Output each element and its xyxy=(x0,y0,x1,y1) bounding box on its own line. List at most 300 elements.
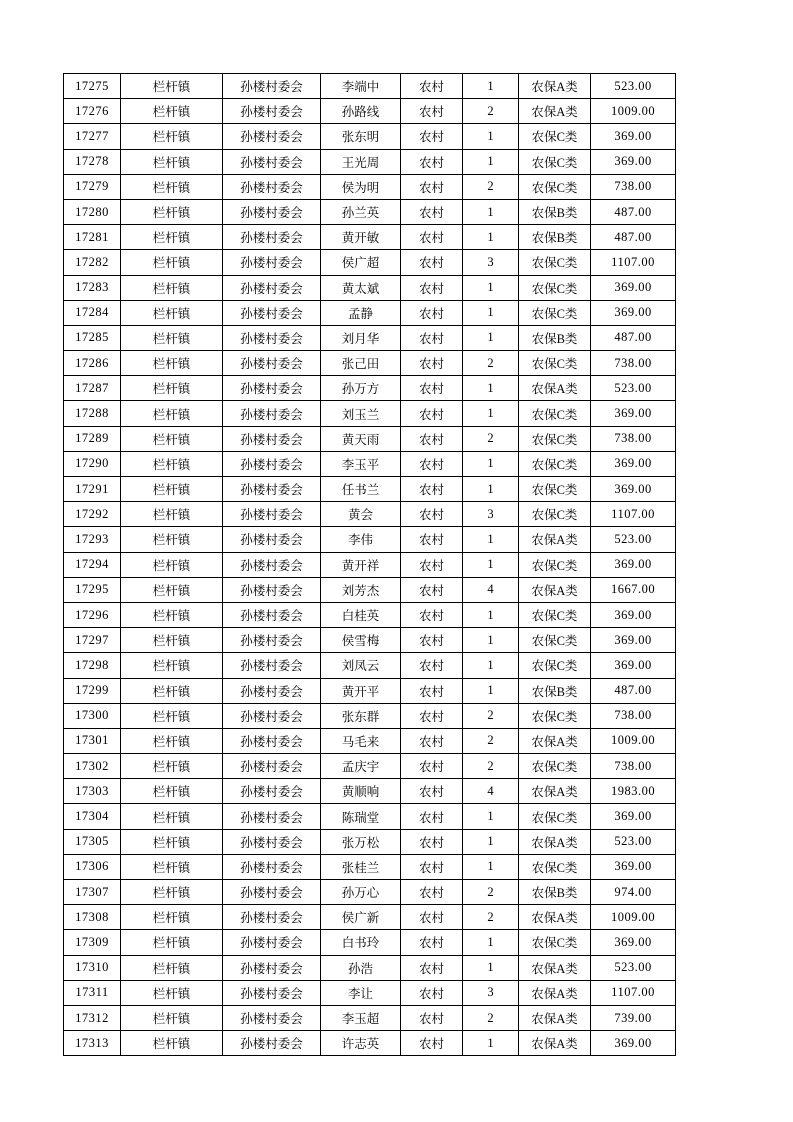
table-cell-person_count: 1 xyxy=(463,602,519,627)
table-cell-serial_no: 17284 xyxy=(64,300,121,325)
table-row xyxy=(64,930,676,955)
table-cell-person_name: 任书兰 xyxy=(321,477,401,502)
table-cell-insurance_category: 农保A类 xyxy=(519,728,591,753)
table-cell-person_name: 侯广超 xyxy=(321,250,401,275)
table-cell-insurance_category: 农保C类 xyxy=(519,351,591,376)
document-page xyxy=(63,73,676,1056)
table-cell-insurance_category: 农保C类 xyxy=(519,477,591,502)
table-cell-village_committee: 孙楼村委会 xyxy=(223,149,321,174)
table-cell-person_name: 黄天雨 xyxy=(321,426,401,451)
table-cell-serial_no: 17277 xyxy=(64,124,121,149)
table-cell-person_name: 张万松 xyxy=(321,829,401,854)
table-cell-amount: 1009.00 xyxy=(591,99,676,124)
table-cell-residence_type: 农村 xyxy=(401,905,463,930)
table-cell-village_committee: 孙楼村委会 xyxy=(223,275,321,300)
table-cell-person_count: 2 xyxy=(463,905,519,930)
table-cell-serial_no: 17291 xyxy=(64,477,121,502)
table-cell-insurance_category: 农保A类 xyxy=(519,1005,591,1030)
table-cell-town: 栏杆镇 xyxy=(121,829,223,854)
table-cell-serial_no: 17282 xyxy=(64,250,121,275)
table-cell-person_count: 2 xyxy=(463,703,519,728)
table-cell-residence_type: 农村 xyxy=(401,527,463,552)
table-cell-person_name: 孙万方 xyxy=(321,376,401,401)
table-cell-amount: 1107.00 xyxy=(591,980,676,1005)
table-cell-serial_no: 17287 xyxy=(64,376,121,401)
table-row xyxy=(64,527,676,552)
table-cell-serial_no: 17280 xyxy=(64,199,121,224)
table-row xyxy=(64,980,676,1005)
table-cell-village_committee: 孙楼村委会 xyxy=(223,225,321,250)
table-cell-person_name: 黄顺响 xyxy=(321,779,401,804)
table-row xyxy=(64,199,676,224)
table-cell-insurance_category: 农保A类 xyxy=(519,527,591,552)
table-cell-town: 栏杆镇 xyxy=(121,99,223,124)
table-cell-residence_type: 农村 xyxy=(401,74,463,99)
table-cell-person_count: 2 xyxy=(463,426,519,451)
table-cell-residence_type: 农村 xyxy=(401,1031,463,1056)
table-cell-person_count: 1 xyxy=(463,300,519,325)
table-cell-serial_no: 17281 xyxy=(64,225,121,250)
table-cell-person_count: 3 xyxy=(463,502,519,527)
table-cell-serial_no: 17295 xyxy=(64,577,121,602)
table-cell-residence_type: 农村 xyxy=(401,99,463,124)
table-cell-insurance_category: 农保C类 xyxy=(519,174,591,199)
table-cell-town: 栏杆镇 xyxy=(121,955,223,980)
table-cell-insurance_category: 农保A类 xyxy=(519,955,591,980)
table-cell-town: 栏杆镇 xyxy=(121,804,223,829)
table-cell-village_committee: 孙楼村委会 xyxy=(223,628,321,653)
table-cell-amount: 369.00 xyxy=(591,1031,676,1056)
table-cell-village_committee: 孙楼村委会 xyxy=(223,502,321,527)
table-cell-residence_type: 农村 xyxy=(401,829,463,854)
table-cell-amount: 369.00 xyxy=(591,628,676,653)
benefits-register-table xyxy=(63,73,676,1056)
table-cell-residence_type: 农村 xyxy=(401,149,463,174)
table-cell-town: 栏杆镇 xyxy=(121,275,223,300)
table-cell-serial_no: 17276 xyxy=(64,99,121,124)
table-row xyxy=(64,275,676,300)
table-cell-person_count: 4 xyxy=(463,779,519,804)
table-cell-serial_no: 17307 xyxy=(64,880,121,905)
table-cell-residence_type: 农村 xyxy=(401,930,463,955)
table-cell-village_committee: 孙楼村委会 xyxy=(223,199,321,224)
table-cell-person_count: 1 xyxy=(463,451,519,476)
table-cell-village_committee: 孙楼村委会 xyxy=(223,74,321,99)
table-cell-insurance_category: 农保B类 xyxy=(519,880,591,905)
table-cell-town: 栏杆镇 xyxy=(121,653,223,678)
table-cell-amount: 487.00 xyxy=(591,325,676,350)
table-row xyxy=(64,779,676,804)
table-cell-residence_type: 农村 xyxy=(401,401,463,426)
table-cell-person_name: 黄太斌 xyxy=(321,275,401,300)
table-cell-person_name: 白书玲 xyxy=(321,930,401,955)
table-cell-town: 栏杆镇 xyxy=(121,225,223,250)
table-row xyxy=(64,502,676,527)
table-cell-amount: 369.00 xyxy=(591,930,676,955)
table-cell-insurance_category: 农保C类 xyxy=(519,149,591,174)
table-cell-village_committee: 孙楼村委会 xyxy=(223,930,321,955)
table-cell-person_count: 1 xyxy=(463,199,519,224)
table-cell-insurance_category: 农保A类 xyxy=(519,980,591,1005)
table-cell-person_name: 孙浩 xyxy=(321,955,401,980)
table-cell-village_committee: 孙楼村委会 xyxy=(223,300,321,325)
table-cell-town: 栏杆镇 xyxy=(121,1005,223,1030)
table-cell-insurance_category: 农保B类 xyxy=(519,678,591,703)
table-cell-insurance_category: 农保C类 xyxy=(519,754,591,779)
table-row xyxy=(64,99,676,124)
table-cell-residence_type: 农村 xyxy=(401,653,463,678)
table-cell-town: 栏杆镇 xyxy=(121,124,223,149)
table-cell-town: 栏杆镇 xyxy=(121,602,223,627)
table-cell-residence_type: 农村 xyxy=(401,577,463,602)
table-cell-amount: 487.00 xyxy=(591,678,676,703)
table-cell-person_name: 黄开平 xyxy=(321,678,401,703)
table-cell-amount: 523.00 xyxy=(591,829,676,854)
table-cell-residence_type: 农村 xyxy=(401,703,463,728)
table-cell-serial_no: 17309 xyxy=(64,930,121,955)
table-cell-amount: 974.00 xyxy=(591,880,676,905)
table-cell-person_name: 张己田 xyxy=(321,351,401,376)
table-row xyxy=(64,174,676,199)
table-cell-amount: 369.00 xyxy=(591,602,676,627)
table-cell-person_name: 陈瑞堂 xyxy=(321,804,401,829)
table-cell-person_name: 张东群 xyxy=(321,703,401,728)
table-cell-serial_no: 17288 xyxy=(64,401,121,426)
table-cell-amount: 369.00 xyxy=(591,275,676,300)
table-cell-insurance_category: 农保C类 xyxy=(519,552,591,577)
table-cell-town: 栏杆镇 xyxy=(121,149,223,174)
table-cell-insurance_category: 农保C类 xyxy=(519,502,591,527)
table-cell-village_committee: 孙楼村委会 xyxy=(223,905,321,930)
table-cell-person_name: 张桂兰 xyxy=(321,854,401,879)
table-row xyxy=(64,451,676,476)
table-row xyxy=(64,602,676,627)
table-cell-serial_no: 17286 xyxy=(64,351,121,376)
table-cell-amount: 487.00 xyxy=(591,225,676,250)
table-cell-insurance_category: 农保C类 xyxy=(519,401,591,426)
table-row xyxy=(64,426,676,451)
table-row xyxy=(64,804,676,829)
table-cell-person_count: 1 xyxy=(463,930,519,955)
table-cell-person_name: 王光周 xyxy=(321,149,401,174)
table-cell-serial_no: 17312 xyxy=(64,1005,121,1030)
table-cell-amount: 1667.00 xyxy=(591,577,676,602)
table-cell-insurance_category: 农保A类 xyxy=(519,376,591,401)
table-cell-amount: 738.00 xyxy=(591,703,676,728)
table-cell-person_name: 李让 xyxy=(321,980,401,1005)
table-cell-person_count: 1 xyxy=(463,225,519,250)
table-cell-person_name: 李伟 xyxy=(321,527,401,552)
table-row xyxy=(64,854,676,879)
table-cell-serial_no: 17289 xyxy=(64,426,121,451)
table-cell-serial_no: 17302 xyxy=(64,754,121,779)
table-cell-person_name: 张东明 xyxy=(321,124,401,149)
table-cell-village_committee: 孙楼村委会 xyxy=(223,577,321,602)
table-cell-person_count: 2 xyxy=(463,1005,519,1030)
table-cell-person_count: 1 xyxy=(463,804,519,829)
table-row xyxy=(64,703,676,728)
table-row xyxy=(64,225,676,250)
table-cell-town: 栏杆镇 xyxy=(121,451,223,476)
table-cell-amount: 738.00 xyxy=(591,426,676,451)
table-cell-amount: 1009.00 xyxy=(591,728,676,753)
table-cell-insurance_category: 农保A类 xyxy=(519,1031,591,1056)
table-row xyxy=(64,1005,676,1030)
table-cell-person_name: 刘芳杰 xyxy=(321,577,401,602)
table-cell-town: 栏杆镇 xyxy=(121,754,223,779)
table-cell-village_committee: 孙楼村委会 xyxy=(223,854,321,879)
table-cell-person_count: 1 xyxy=(463,149,519,174)
table-cell-village_committee: 孙楼村委会 xyxy=(223,829,321,854)
table-cell-serial_no: 17278 xyxy=(64,149,121,174)
table-cell-insurance_category: 农保C类 xyxy=(519,250,591,275)
table-cell-residence_type: 农村 xyxy=(401,300,463,325)
table-cell-residence_type: 农村 xyxy=(401,678,463,703)
table-cell-person_count: 2 xyxy=(463,174,519,199)
table-row xyxy=(64,905,676,930)
table-cell-amount: 369.00 xyxy=(591,401,676,426)
table-cell-amount: 738.00 xyxy=(591,754,676,779)
table-cell-amount: 369.00 xyxy=(591,804,676,829)
table-cell-village_committee: 孙楼村委会 xyxy=(223,779,321,804)
table-cell-amount: 369.00 xyxy=(591,451,676,476)
table-cell-insurance_category: 农保A类 xyxy=(519,577,591,602)
table-cell-insurance_category: 农保B类 xyxy=(519,225,591,250)
table-cell-person_count: 1 xyxy=(463,376,519,401)
table-cell-town: 栏杆镇 xyxy=(121,199,223,224)
table-cell-village_committee: 孙楼村委会 xyxy=(223,477,321,502)
table-row xyxy=(64,829,676,854)
table-cell-serial_no: 17303 xyxy=(64,779,121,804)
table-cell-village_committee: 孙楼村委会 xyxy=(223,880,321,905)
table-cell-person_count: 2 xyxy=(463,99,519,124)
table-cell-serial_no: 17310 xyxy=(64,955,121,980)
table-cell-village_committee: 孙楼村委会 xyxy=(223,426,321,451)
table-row xyxy=(64,653,676,678)
table-cell-town: 栏杆镇 xyxy=(121,980,223,1005)
table-cell-serial_no: 17283 xyxy=(64,275,121,300)
table-row xyxy=(64,250,676,275)
table-cell-insurance_category: 农保C类 xyxy=(519,602,591,627)
table-cell-person_count: 1 xyxy=(463,854,519,879)
table-cell-serial_no: 17285 xyxy=(64,325,121,350)
table-cell-residence_type: 农村 xyxy=(401,174,463,199)
table-cell-person_name: 李端中 xyxy=(321,74,401,99)
table-cell-amount: 369.00 xyxy=(591,653,676,678)
table-cell-village_committee: 孙楼村委会 xyxy=(223,527,321,552)
table-cell-person_name: 刘凤云 xyxy=(321,653,401,678)
table-cell-amount: 738.00 xyxy=(591,351,676,376)
table-cell-amount: 369.00 xyxy=(591,124,676,149)
table-cell-village_committee: 孙楼村委会 xyxy=(223,325,321,350)
table-cell-insurance_category: 农保C类 xyxy=(519,426,591,451)
table-cell-town: 栏杆镇 xyxy=(121,552,223,577)
table-cell-village_committee: 孙楼村委会 xyxy=(223,351,321,376)
table-cell-town: 栏杆镇 xyxy=(121,854,223,879)
table-cell-residence_type: 农村 xyxy=(401,754,463,779)
table-row xyxy=(64,124,676,149)
table-cell-person_name: 刘玉兰 xyxy=(321,401,401,426)
table-cell-village_committee: 孙楼村委会 xyxy=(223,250,321,275)
table-cell-serial_no: 17305 xyxy=(64,829,121,854)
table-cell-village_committee: 孙楼村委会 xyxy=(223,1005,321,1030)
table-cell-amount: 1107.00 xyxy=(591,502,676,527)
table-cell-residence_type: 农村 xyxy=(401,955,463,980)
table-cell-amount: 369.00 xyxy=(591,552,676,577)
table-cell-residence_type: 农村 xyxy=(401,502,463,527)
table-cell-residence_type: 农村 xyxy=(401,225,463,250)
table-cell-person_name: 李玉平 xyxy=(321,451,401,476)
table-cell-person_count: 1 xyxy=(463,527,519,552)
table-cell-village_committee: 孙楼村委会 xyxy=(223,401,321,426)
table-cell-insurance_category: 农保C类 xyxy=(519,300,591,325)
table-cell-serial_no: 17275 xyxy=(64,74,121,99)
table-cell-person_name: 侯广新 xyxy=(321,905,401,930)
table-cell-village_committee: 孙楼村委会 xyxy=(223,552,321,577)
table-cell-serial_no: 17306 xyxy=(64,854,121,879)
table-cell-town: 栏杆镇 xyxy=(121,678,223,703)
table-cell-insurance_category: 农保C类 xyxy=(519,275,591,300)
table-cell-insurance_category: 农保C类 xyxy=(519,653,591,678)
table-cell-village_committee: 孙楼村委会 xyxy=(223,678,321,703)
table-cell-town: 栏杆镇 xyxy=(121,300,223,325)
table-cell-person_count: 1 xyxy=(463,955,519,980)
table-cell-person_name: 孙万心 xyxy=(321,880,401,905)
table-row xyxy=(64,552,676,577)
table-cell-residence_type: 农村 xyxy=(401,854,463,879)
table-cell-town: 栏杆镇 xyxy=(121,477,223,502)
table-cell-insurance_category: 农保C类 xyxy=(519,930,591,955)
table-cell-town: 栏杆镇 xyxy=(121,880,223,905)
table-cell-amount: 739.00 xyxy=(591,1005,676,1030)
table-cell-person_count: 1 xyxy=(463,401,519,426)
table-cell-person_count: 1 xyxy=(463,653,519,678)
table-cell-person_name: 李玉超 xyxy=(321,1005,401,1030)
table-cell-residence_type: 农村 xyxy=(401,124,463,149)
table-cell-serial_no: 17297 xyxy=(64,628,121,653)
table-cell-town: 栏杆镇 xyxy=(121,325,223,350)
table-cell-residence_type: 农村 xyxy=(401,351,463,376)
table-cell-person_name: 黄会 xyxy=(321,502,401,527)
table-row xyxy=(64,401,676,426)
table-cell-serial_no: 17290 xyxy=(64,451,121,476)
table-cell-amount: 369.00 xyxy=(591,300,676,325)
table-cell-town: 栏杆镇 xyxy=(121,628,223,653)
table-cell-town: 栏杆镇 xyxy=(121,250,223,275)
table-cell-amount: 369.00 xyxy=(591,854,676,879)
table-cell-residence_type: 农村 xyxy=(401,1005,463,1030)
table-cell-person_name: 侯为明 xyxy=(321,174,401,199)
table-cell-residence_type: 农村 xyxy=(401,980,463,1005)
table-cell-person_name: 孟静 xyxy=(321,300,401,325)
table-cell-person_name: 刘月华 xyxy=(321,325,401,350)
table-cell-person_count: 1 xyxy=(463,678,519,703)
table-cell-person_count: 1 xyxy=(463,628,519,653)
table-cell-person_count: 2 xyxy=(463,351,519,376)
table-cell-person_count: 1 xyxy=(463,477,519,502)
table-cell-town: 栏杆镇 xyxy=(121,703,223,728)
table-cell-person_count: 2 xyxy=(463,880,519,905)
table-cell-amount: 523.00 xyxy=(591,376,676,401)
table-cell-person_name: 白桂英 xyxy=(321,602,401,627)
table-cell-residence_type: 农村 xyxy=(401,199,463,224)
table-cell-town: 栏杆镇 xyxy=(121,426,223,451)
table-row xyxy=(64,577,676,602)
table-cell-person_name: 孙路线 xyxy=(321,99,401,124)
table-row xyxy=(64,955,676,980)
table-row xyxy=(64,1031,676,1056)
table-cell-person_count: 3 xyxy=(463,250,519,275)
table-row xyxy=(64,628,676,653)
table-cell-residence_type: 农村 xyxy=(401,376,463,401)
table-cell-residence_type: 农村 xyxy=(401,728,463,753)
table-cell-person_count: 1 xyxy=(463,1031,519,1056)
table-cell-insurance_category: 农保A类 xyxy=(519,905,591,930)
table-cell-person_count: 1 xyxy=(463,552,519,577)
table-cell-person_count: 2 xyxy=(463,754,519,779)
table-cell-village_committee: 孙楼村委会 xyxy=(223,124,321,149)
table-cell-person_count: 1 xyxy=(463,275,519,300)
table-cell-residence_type: 农村 xyxy=(401,804,463,829)
table-cell-village_committee: 孙楼村委会 xyxy=(223,451,321,476)
table-cell-insurance_category: 农保B类 xyxy=(519,199,591,224)
table-cell-insurance_category: 农保B类 xyxy=(519,325,591,350)
table-cell-serial_no: 17279 xyxy=(64,174,121,199)
table-cell-residence_type: 农村 xyxy=(401,628,463,653)
table-row xyxy=(64,754,676,779)
table-cell-person_count: 1 xyxy=(463,74,519,99)
table-row xyxy=(64,74,676,99)
table-cell-residence_type: 农村 xyxy=(401,250,463,275)
table-cell-person_name: 许志英 xyxy=(321,1031,401,1056)
table-cell-town: 栏杆镇 xyxy=(121,905,223,930)
table-row xyxy=(64,351,676,376)
table-cell-residence_type: 农村 xyxy=(401,602,463,627)
table-cell-town: 栏杆镇 xyxy=(121,577,223,602)
table-cell-town: 栏杆镇 xyxy=(121,174,223,199)
table-cell-town: 栏杆镇 xyxy=(121,401,223,426)
table-cell-serial_no: 17311 xyxy=(64,980,121,1005)
table-cell-serial_no: 17296 xyxy=(64,602,121,627)
table-cell-insurance_category: 农保A类 xyxy=(519,829,591,854)
table-cell-residence_type: 农村 xyxy=(401,880,463,905)
table-cell-serial_no: 17298 xyxy=(64,653,121,678)
table-cell-village_committee: 孙楼村委会 xyxy=(223,174,321,199)
table-cell-village_committee: 孙楼村委会 xyxy=(223,1031,321,1056)
table-cell-serial_no: 17293 xyxy=(64,527,121,552)
table-cell-residence_type: 农村 xyxy=(401,779,463,804)
table-cell-amount: 1983.00 xyxy=(591,779,676,804)
table-cell-insurance_category: 农保A类 xyxy=(519,99,591,124)
table-cell-person_count: 4 xyxy=(463,577,519,602)
table-cell-amount: 523.00 xyxy=(591,527,676,552)
table-cell-town: 栏杆镇 xyxy=(121,930,223,955)
table-body xyxy=(64,74,676,1056)
table-cell-residence_type: 农村 xyxy=(401,477,463,502)
table-cell-town: 栏杆镇 xyxy=(121,728,223,753)
table-row xyxy=(64,477,676,502)
table-cell-residence_type: 农村 xyxy=(401,552,463,577)
table-cell-serial_no: 17300 xyxy=(64,703,121,728)
table-cell-village_committee: 孙楼村委会 xyxy=(223,804,321,829)
table-cell-insurance_category: 农保C类 xyxy=(519,854,591,879)
table-cell-person_count: 1 xyxy=(463,325,519,350)
table-cell-amount: 738.00 xyxy=(591,174,676,199)
table-cell-village_committee: 孙楼村委会 xyxy=(223,653,321,678)
table-cell-residence_type: 农村 xyxy=(401,451,463,476)
table-cell-serial_no: 17301 xyxy=(64,728,121,753)
table-cell-town: 栏杆镇 xyxy=(121,351,223,376)
